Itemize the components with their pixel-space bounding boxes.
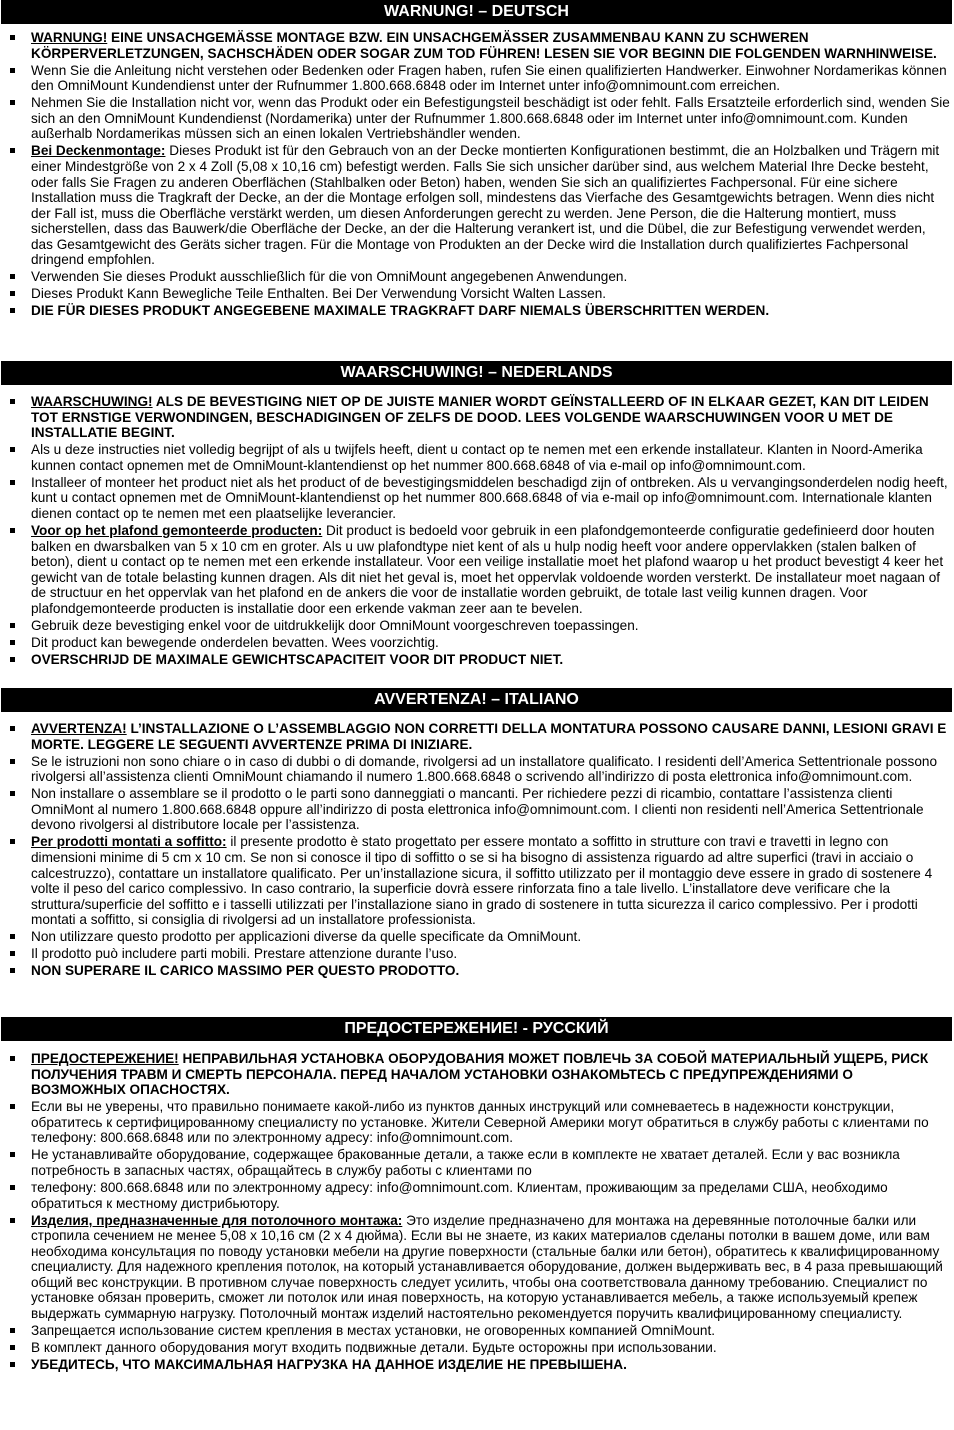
- warning-text: OVERSCHRIJD DE MAXIMALE GEWICHTSCAPACITEIT VOOR DIT PRODUCT NIET.: [31, 651, 564, 667]
- warning-lead: WARNUNG!: [31, 30, 108, 45]
- warning-item: [0, 834, 954, 928]
- warning-list: [0, 721, 954, 979]
- warning-list: [0, 1051, 954, 1373]
- warning-item: [0, 1180, 954, 1211]
- warning-text: телефону: 800.668.6848 или по электронному адресу: info@omnimount.com. Клиентам, проживающим за пределами США, необходимо обратиться к местному дистрибьютору.: [31, 1179, 888, 1211]
- warning-text: Не устанавливайте оборудование, содержащее бракованные детали, а также если в комплекте не хватает деталей. Если у вас возникла потребность в запасных частях, обращайтесь в службу работы с клиентами по: [31, 1147, 900, 1178]
- warning-item: [0, 523, 954, 617]
- warning-lead: Изделия, предназначенные для потолочного монтажа:: [31, 1212, 403, 1228]
- warning-text: Non utilizzare questo prodotto per applicazioni diverse da quelle specificate da OmniMount.: [31, 929, 582, 945]
- warning-item: [0, 286, 954, 302]
- warning-text: DIE FÜR DIESES PRODUKT ANGEGEBENE MAXIMALE TRAGKRAFT DARF NIEMALS ÜBERSCHRITTEN WERDEN.: [31, 303, 770, 319]
- bullet-icon: [10, 308, 15, 313]
- bullet-icon: [10, 623, 15, 628]
- warning-text: Запрещается использование систем крепления в местах установки, не оговоренных компанией OmniMount.: [31, 1323, 716, 1339]
- bullet-icon: [10, 148, 15, 153]
- warning-item: [0, 1213, 954, 1322]
- warning-text: Dit product is bedoeld voor gebruik in een plafondgemonteerde configuratie gedefinieerd door houten balken en dwarsbalken van 5 x 10 cm en groter. Als u uw plafondtype niet kent of als u hulp nodig heeft voor andere oppervlakken (stalen balken of beton), dient u contact op te nemen met een erkende installateur. Voor een veilige installatie moet het plafond waarop u het product bevestigt 4 keer het gewicht van de totale belasting kunnen dragen. Als dit niet het geval is, moet het oppervlak voldoende worden versterkt. De installateur moet nagaan of de structuur en het oppervlak van het plafond en de ankers die voor de installatie worden gebruikt, de totale last veilig kunnen dragen. Voor plafondgemonteerde producten is installatie door een erkende vakman zeer aan te bevelen.: [31, 522, 944, 616]
- warning-item: [0, 269, 954, 285]
- warning-item: [0, 63, 954, 94]
- warning-text: il presente prodotto è stato progettato per essere montato a soffitto in strutture con travi e travetti in legno con dimensioni minime di 5 cm x 10 cm. Se non si conosce il tipo di soffitto o se si ha bisogno di assistenza riguardo ad altre superfici (travi in acciaio o calcestruzzo), contattare un installatore qualificato. Per un’installazione sicura, il soffitto utilizzato per il montaggio deve essere in grado di sostenere 4 volte il peso del carico complessivo. In caso contrario, la superficie dovrà essere rinforzata fino a tale livello. L’installatore deve verificare che la struttura/superficie del soffitto e i tasselli utilizzati per l’installazione siano in grado di sostenere in tutta sicurezza il carico complessivo. Per i prodotti montati a soffitto, si consiglia di rivolgersi ad un installatore professionista.: [31, 834, 933, 928]
- bullet-icon: [10, 1345, 15, 1350]
- bullet-icon: [10, 726, 15, 731]
- section-title: ПРЕДОСТЕРЕЖЕНИЕ! - РУССКИЙ: [1, 1017, 952, 1041]
- warning-lead: ПРЕДОСТЕРЕЖЕНИЕ!: [31, 1051, 179, 1066]
- warning-text: Se le istruzioni non sono chiare o in caso di dubbi o di domande, rivolgersi ad un installatore qualificato. I residenti dell’America Settentrionale possono rivolgersi all’assistenza clienti OmniMount chiamando il numero 1.800.668.6848 o scrivendo all’indirizzo di posta elettronica info@omnimount.com.: [31, 753, 938, 785]
- bullet-icon: [10, 657, 15, 662]
- bullet-icon: [10, 68, 15, 73]
- warning-item: [0, 95, 954, 142]
- warning-lead: Bei Deckenmontage:: [31, 143, 166, 159]
- warning-lead: WAARSCHUWING!: [31, 394, 153, 409]
- bullet-icon: [10, 839, 15, 844]
- warning-item: [0, 929, 954, 945]
- warning-text: Nehmen Sie die Installation nicht vor, wenn das Produkt oder ein Befestigungsteil beschädigt ist oder fehlt. Falls Ersatzteile erforderlich sind, wenden Sie sich an den OmniMount Kundendienst (Nordamerika) unter der Rufnummer 1.800.668.6848 oder im Internet unter info@omnimount.com. Kunden außerhalb Nordamerikas müssen sich an einen lokalen Vertriebshändler wenden.: [31, 95, 950, 142]
- bullet-icon: [10, 1152, 15, 1157]
- bullet-icon: [10, 399, 15, 404]
- warning-item: [0, 652, 954, 668]
- bullet-icon: [10, 1185, 15, 1190]
- warning-text: Dit product kan bewegende onderdelen bevatten. Wees voorzichtig.: [31, 634, 439, 650]
- warning-item: [0, 1323, 954, 1339]
- warning-text: Il prodotto può includere parti mobili. Prestare attenzione durante l’uso.: [31, 946, 458, 962]
- warning-text: УБЕДИТЕСЬ, ЧТО МАКСИМАЛЬНАЯ НАГРУЗКА НА ДАННОЕ ИЗДЕЛИЕ НЕ ПРЕВЫШЕНА.: [31, 1357, 627, 1373]
- bullet-icon: [10, 968, 15, 973]
- warning-lead: AVVERTENZA!: [31, 721, 127, 736]
- section-russian: [0, 1017, 954, 1374]
- bullet-icon: [10, 1056, 15, 1061]
- section-title: WARNUNG! – DEUTSCH: [1, 0, 952, 24]
- bullet-icon: [10, 951, 15, 956]
- warning-item: [0, 946, 954, 962]
- bullet-icon: [10, 791, 15, 796]
- warning-text: Dieses Produkt Kann Bewegliche Teile Enthalten. Bei Der Verwendung Vorsicht Walten Lassen.: [31, 286, 607, 302]
- bullet-icon: [10, 291, 15, 296]
- warning-item: [0, 963, 954, 979]
- warning-item: [0, 786, 954, 833]
- warning-item: [0, 721, 954, 752]
- bullet-icon: [10, 759, 15, 764]
- warning-item: [0, 1357, 954, 1373]
- bullet-icon: [10, 528, 15, 533]
- warning-item: [0, 635, 954, 651]
- warning-list: [0, 394, 954, 667]
- warning-text: Installeer of monteer het product niet als het product of de bevestigingsmiddelen beschadigd zijn of ontbreken. Als u vervangingsonderdelen nodig heeft, kunt u contact opnemen met de OmniMount-klantendienst op het nummer 800.668.6848 of via e-mail op info@omnimount.com. Internationale klanten dienen contact op te nemen met een plaatselijke leverancier.: [31, 474, 948, 521]
- bullet-icon: [10, 274, 15, 279]
- warning-text: NON SUPERARE IL CARICO MASSIMO PER QUESTO PRODOTTO.: [31, 963, 460, 979]
- section-german: [0, 0, 954, 320]
- warning-item: [0, 394, 954, 441]
- warning-text: Non installare o assemblare se il prodotto o le parti sono danneggiati o mancanti. Per richiedere pezzi di ricambio, contattare l’assistenza clienti OmniMont al numero 1.800.668.6848 oppure all’indirizzo di posta elettronica info@omnimount.com. I clienti non residenti nell’America Settentrionale devono rivolgersi al distributore locale per l’assistenza.: [31, 786, 924, 833]
- warning-item: [0, 303, 954, 319]
- warning-item: [0, 618, 954, 634]
- bullet-icon: [10, 1328, 15, 1333]
- bullet-icon: [10, 1362, 15, 1367]
- warning-text: В комплект данного оборудования могут входить подвижные детали. Будьте осторожны при использовании.: [31, 1340, 717, 1356]
- warning-text: L’INSTALLAZIONE O L’ASSEMBLAGGIO NON CORRETTI DELLA MONTATURA POSSONO CAUSARE DANNI, LESIONI GRAVI E MORTE. LEGGERE LE SEGUENTI AVVERTENZE PRIMA DI INIZIARE.: [31, 721, 947, 752]
- warning-text: Это изделие предназначено для монтажа на деревянные потолочные балки или стропила сечением не менее 5,08 x 10,16 см (2 x 4 дюйма). Если вы не знаете, из каких материалов сделаны потолки в вашем доме, или вам необходима консультация по поводу установки мебели на другие поверхности (стальные балки или бетон), обратитесь к квалифицированному специалисту. Для надежного крепления потолок, на который устанавливается оборудование, должен выдерживать вес, в 4 раза превышающий общий вес конструкции. В противном случае поверхность следует усилить, чтобы она соответствовала данному требованию. Специалист по установке обязан проверить, сможет ли потолок или иная поверхность, на которую устанавливается мебель, а также используемый крепеж выдержать суммарную нагрузку. Потолочный монтаж изделий настоятельно рекомендуется поручить квалифицированному специалисту.: [31, 1212, 943, 1322]
- warning-lead: Per prodotti montati a soffitto:: [31, 834, 227, 850]
- bullet-icon: [10, 35, 15, 40]
- warning-text: НЕПРАВИЛЬНАЯ УСТАНОВКА ОБОРУДОВАНИЯ МОЖЕТ ПОВЛЕЧЬ ЗА СОБОЙ МАТЕРИАЛЬНЫЙ УЩЕРБ, РИСК ПОЛУЧЕНИЯ ТРАВМ И СМЕРТЬ ПЕРСОНАЛА. ПЕРЕД НАЧАЛОМ УСТАНОВКИ ОЗНАКОМЬТЕСЬ С ПРЕДУПРЕЖДЕНИЯМИ О ВОЗМОЖНЫХ ОПАСНОСТЯХ.: [31, 1051, 929, 1098]
- warning-text: Als u deze instructies niet volledig begrijpt of als u twijfels heeft, dient u contact op te nemen met een erkende installateur. Klanten in Noord-Amerika kunnen contact opnemen met de OmniMount-klantendienst op het nummer 800.668.6848 of via e-mail op info@omnimount.com.: [31, 442, 923, 473]
- warning-item: [0, 143, 954, 268]
- warning-lead: Voor op het plafond gemonteerde producten:: [31, 522, 323, 538]
- warning-text: Wenn Sie die Anleitung nicht verstehen oder Bedenken oder Fragen haben, rufen Sie einen qualifizierten Handwerker. Einwohner Nordamerikas können den OmniMount Kundendienst unter der Rufnummer 1.800.668.6848 oder im Internet unter info@omnimount.com erreichen.: [31, 62, 947, 94]
- warning-item: [0, 1099, 954, 1146]
- section-title: WAARSCHUWING! – NEDERLANDS: [1, 361, 952, 385]
- bullet-icon: [10, 640, 15, 645]
- bullet-icon: [10, 1104, 15, 1109]
- section-dutch: [0, 361, 954, 669]
- warning-text: Dieses Produkt ist für den Gebrauch von an der Decke montierten Konfigurationen bestimmt, die an Holzbalken und Trägern mit einer Mindestgröße von 2 x 4 Zoll (5,08 x 10,16 cm) befestigt werden. Falls Sie sich unsicher darüber sind, aus welchem Material Ihre Decke besteht, oder falls Sie Fragen zu anderen Oberflächen (Stahlbalken oder Beton) haben, wenden Sie sich an qualifiziertes Fachpersonal. Für eine sichere Installation muss die Tragkraft der Decke, an der die Montage erfolgen soll, mindestens das Vierfache des Gesamtgewichts betragen. Wenn dies nicht der Fall ist, muss die Oberfläche verstärkt werden, um diesen Anforderungen gerecht zu werden. Jene Person, die die Halterung montiert, muss sicherstellen, dass das Bauwerk/die Oberfläche der Decke, an der die Halterung verankert ist, und die Dübel, die zur Befestigung verwendet werden, das Gesamtgewicht des Geräts sicher tragen. Für die Montage von Produkten an der Decke wird die Installation durch qualifiziertes Fachpersonal dringend empfohlen.: [31, 143, 940, 268]
- section-title: AVVERTENZA! – ITALIANO: [1, 688, 952, 712]
- warning-item: [0, 1147, 954, 1178]
- bullet-icon: [10, 447, 15, 452]
- bullet-icon: [10, 480, 15, 485]
- bullet-icon: [10, 1218, 15, 1223]
- warning-item: [0, 1340, 954, 1356]
- warning-item: [0, 442, 954, 473]
- warning-text: ALS DE BEVESTIGING NIET OP DE JUISTE MANIER WORDT GEÏNSTALLEERD OF IN ELKAAR GEZET, KAN DIT LEIDEN TOT ERNSTIGE VERWONDINGEN, BESCHADIGINGEN OF ZELFS DE DOOD. LEES VOLGENDE WAARSCHUWINGEN VOOR U MET DE INSTALLATIE BEGINT.: [31, 394, 929, 441]
- warning-item: [0, 475, 954, 522]
- warning-item: [0, 30, 954, 61]
- warning-text: EINE UNSACHGEMÄSSE MONTAGE BZW. EIN UNSACHGEMÄSSER ZUSAMMENBAU KANN ZU SCHWEREN KÖRPERVERLETZUNGEN, SACHSCHÄDEN ODER SOGAR ZUM TOD FÜHREN! LESEN SIE VOR BEGINN DIE FOLGENDEN WARNHINWEISE.: [31, 30, 937, 61]
- warning-text: Verwenden Sie dieses Produkt ausschließlich für die von OmniMount angegebenen Anwendungen.: [31, 269, 628, 285]
- section-italian: [0, 688, 954, 980]
- bullet-icon: [10, 100, 15, 105]
- warning-text: Gebruik deze bevestiging enkel voor de uitdrukkelijk door OmniMount voorgeschreven toepassingen.: [31, 617, 639, 633]
- warning-item: [0, 754, 954, 785]
- warning-list: [0, 30, 954, 319]
- bullet-icon: [10, 934, 15, 939]
- warning-text: Если вы не уверены, что правильно понимаете какой-либо из пунктов данных инструкций или сомневаетесь в надежности конструкции, обратитесь к сертифицированному специалисту по установке. Жители Северной Америки могут обратиться в службу работы с клиентами по телефону: 800.668.6848 или по электронному адресу: info@omnimount.com.: [31, 1099, 929, 1146]
- warning-item: [0, 1051, 954, 1098]
